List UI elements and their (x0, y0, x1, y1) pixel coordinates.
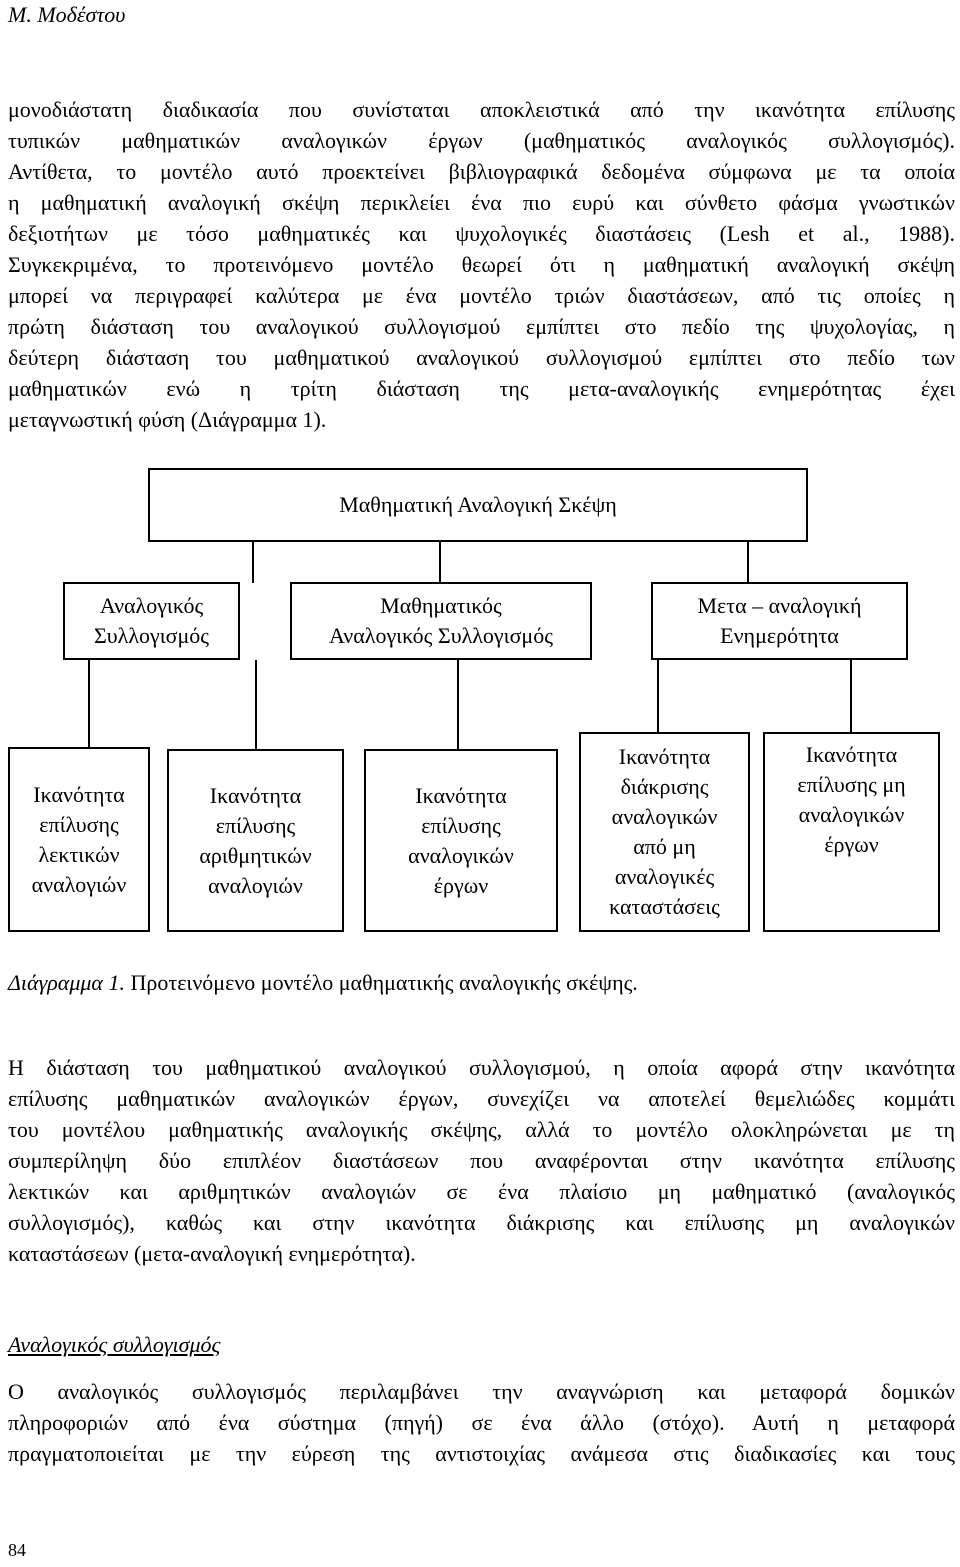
paragraph-line: καταστάσεων (μετα-αναλογική ενημερότητα). (8, 1241, 416, 1266)
paragraph-line: Συγκεκριμένα, το προτεινόμενο μοντέλο θεωρεί ότι η μαθηματική αναλογική σκέψη (8, 252, 955, 277)
box-line: έργων (433, 872, 489, 898)
skill-box-analogical-tasks (364, 749, 558, 932)
box-line: Ενημερότητα (720, 623, 839, 648)
dimension-box-mathematical-analogical-reasoning (290, 582, 592, 660)
dimension-box-analogical-reasoning (63, 582, 240, 660)
skill-box-numerical-analogies (167, 749, 344, 932)
paragraph-line: συλλογισμός), καθώς και στην ικανότητα διάκρισης και επίλυσης μη αναλογικών (8, 1210, 955, 1235)
box-line: έργων (824, 832, 879, 857)
box-line: λεκτικών (38, 841, 120, 867)
diagram-root-label: Μαθηματική Αναλογική Σκέψη (339, 492, 617, 517)
paragraph-line: Ο αναλογικός συλλογισμός περιλαμβάνει την αναγνώριση και μεταφορά δομικών (8, 1379, 955, 1404)
paragraph-line: του μοντέλου μαθηματικής αναλογικής σκέψης, αλλά το μοντέλο ολοκληρώνεται με τη (8, 1117, 955, 1142)
box-line: αναλογικών (611, 804, 718, 829)
box-line: Αναλογικός (99, 593, 204, 618)
box-line: επίλυσης (215, 812, 296, 838)
paragraph-line: Η διάσταση του μαθηματικού αναλογικού συλλογισμού, η οποία αφορά στην ικανότητα (8, 1055, 955, 1080)
box-line: επίλυσης (39, 811, 119, 837)
paragraph-line: επίλυσης μαθηματικών αναλογικών έργων, συνεχίζει να αποτελεί θεμελιώδες κομμάτι (8, 1086, 955, 1111)
box-line: Μετα – αναλογική (697, 593, 862, 618)
dimension-box-meta-analogical-awareness (651, 582, 908, 660)
box-line: Ικανότητα (618, 744, 711, 769)
box-line: διάκρισης (620, 774, 709, 799)
paragraph-line: πραγματοποιείται με την εύρεση της αντιστοιχίας ανάμεσα στις διαδικασίες και τους (8, 1441, 955, 1466)
paragraph-line: μαθηματικών ενώ η τρίτη διάσταση της μετα-αναλογικής ενημερότητας έχει (8, 376, 955, 401)
skill-box-non-analogical-tasks (763, 732, 940, 932)
body-paragraph (8, 1052, 955, 1269)
box-line: αναλογιών (208, 872, 303, 898)
paragraph-line: μεταγνωστική φύση (Διάγραμμα 1). (8, 407, 327, 432)
box-line: Ικανότητα (805, 742, 898, 767)
box-line: αναλογικών (408, 842, 514, 868)
box-line: επίλυσης (421, 812, 501, 838)
paragraph-line: δεύτερη διάσταση του μαθηματικού αναλογικού συλλογισμού εμπίπτει στο πεδίο των (8, 345, 955, 370)
box-line: Ικανότητα (415, 782, 507, 808)
box-line: Ικανότητα (209, 782, 302, 808)
paragraph-line: μονοδιάστατη διαδικασία που συνίσταται αποκλειστικά από την ικανότητα επίλυσης (8, 97, 955, 122)
box-line: επίλυσης μη (797, 772, 906, 797)
box-line: Αναλογικός Συλλογισμός (329, 623, 553, 648)
box-line: Ικανότητα (33, 781, 125, 807)
caption-label: Διάγραμμα 1. (8, 970, 125, 995)
paragraph-line: συμπερίληψη δύο επιπλέον διαστάσεων που αναφέρονται στην ικανότητα επίλυσης (8, 1148, 955, 1173)
box-line: καταστάσεις (609, 894, 720, 919)
skill-box-verbal-analogies (8, 747, 150, 932)
page-number: 84 (8, 1540, 26, 1560)
box-line: αριθμητικών (199, 842, 312, 868)
paragraph-line: πληροφοριών από ένα σύστημα (πηγή) σε ένα άλλο (στόχο). Αυτή η μεταφορά (8, 1410, 955, 1435)
box-line: Συλλογισμός (93, 623, 210, 648)
box-line: αναλογικές (614, 864, 715, 889)
diagram-root-box (148, 468, 808, 542)
paragraph-line: Αντίθετα, το μοντέλο αυτό προεκτείνει βιβλιογραφικά δεδομένα σύμφωνα με τα οποία (8, 159, 955, 184)
paragraph-line: πρώτη διάσταση του αναλογικού συλλογισμού εμπίπτει στο πεδίο της ψυχολογίας, η (8, 314, 955, 339)
paragraph-line: λεκτικών και αριθμητικών αναλογιών σε ένα πλαίσιο μη μαθηματικό (αναλογικός (8, 1179, 955, 1204)
section-paragraph (8, 1376, 955, 1469)
paragraph-line: η μαθηματική αναλογική σκέψη περικλείει ένα πιο ευρύ και σύνθετο φάσμα γνωστικών (8, 190, 955, 215)
paragraph-line: τυπικών μαθηματικών αναλογικών έργων (μαθηματικός αναλογικός συλλογισμός). (8, 128, 955, 153)
paragraph-line: μπορεί να περιγραφεί καλύτερα με ένα μοντέλο τριών διαστάσεων, από τις οποίες η (8, 283, 955, 308)
caption-text: Προτεινόμενο μοντέλο μαθηματικής αναλογικής σκέψης. (124, 970, 638, 995)
box-line: από μη (633, 834, 696, 859)
box-line: αναλογιών (31, 871, 127, 897)
box-line: αναλογικών (798, 802, 905, 827)
box-line: Μαθηματικός (380, 593, 502, 618)
running-head: Μ. Μοδέστου (8, 2, 126, 27)
skill-box-discrimination (579, 732, 750, 932)
figure-caption (8, 970, 638, 996)
section-heading: Αναλογικός συλλογισμός (8, 1332, 221, 1357)
paragraph-line: δεξιοτήτων με τόσο μαθηματικές και ψυχολογικές διαστάσεις (Lesh et al., 1988). (8, 221, 955, 246)
